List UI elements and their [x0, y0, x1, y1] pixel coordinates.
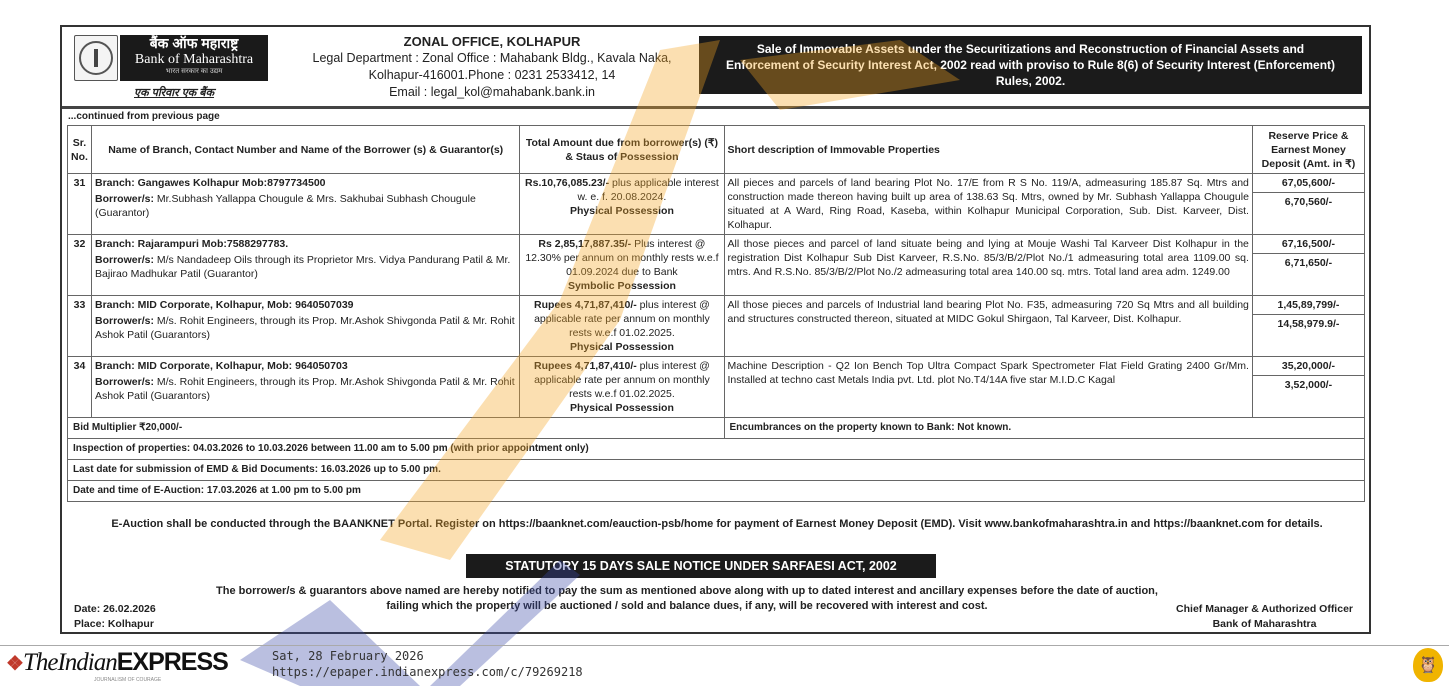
officer-title: Chief Manager & Authorized Officer — [1176, 603, 1353, 615]
notify-text: The borrower/s & guarantors above named are hereby notified to pay the sum as mentioned above along with up to dated interest and ancillary expenses before the date of auction, failing which the property will be auctioned / sold and balance dues, if any, will be recovered with interest and cost. — [216, 585, 1158, 612]
branch: Branch: Rajarampuri Mob:7588297783. — [95, 238, 289, 250]
bank-name: Bank of Maharashtra — [134, 52, 254, 67]
bank-emblem-icon — [74, 35, 118, 81]
eauction-info: E-Auction shall be conducted through the BAANKNET Portal. Register on https://baanknet.com/eauction-psb/home for payment of Earnest Money Deposit (EMD). Visit www.bankofmaharashtra.in and https://baanknet.com for details. — [111, 518, 1323, 530]
emd-amount: 6,70,560/- — [1284, 196, 1333, 208]
borrower: Mr.Subhash Yallappa Chougule & Mrs. Sakhubai Subhash Chougule (Guarantor) — [95, 193, 476, 219]
table-header — [68, 126, 1365, 174]
bid-multiplier: Bid Multiplier ₹20,000/- — [68, 418, 725, 439]
epaper-url[interactable]: https://epaper.indianexpress.com/c/79269218 — [272, 665, 583, 679]
amount-terms: plus interest @ applicable rate per annum on monthly rests w.e.f 01.02.2025. — [534, 360, 710, 400]
col-reserve: Reserve Price & Earnest Money Deposit (Amt. in ₹) — [1252, 126, 1364, 174]
amount-due: Rs.10,76,085.23/- — [525, 177, 610, 189]
borrower-label: Borrower/s: — [95, 315, 154, 327]
property-description: All pieces and parcels of land bearing Plot No. 17/E from R S No. 119/A, admeasuring 185.87 Sq. Mtrs and construction made thereon having built up area of 138.63 Sq. Mtrs, owned by Mr. Subhash Yallappa Chougule situated at A Ward, Ring Road, Kaseba, within Kolhapur Municipal Corporation, Sub. Dist. Karveer, Dist. Kolhapur. — [724, 174, 1252, 235]
date-place — [74, 602, 156, 632]
divider — [62, 106, 1369, 109]
borrower: M/s. Rohit Engineers, through its Prop. Mr.Ashok Shivgonda Patil & Mr. Rohit Ashok Patil (Guarantors) — [95, 376, 515, 402]
property-description: All those pieces and parcels of Industrial land bearing Plot No. F35, admeasuring 720 Sq Mtrs and all building and structures constructed thereon, situated at MIDC Gokul Shirgaon, Tal Karveer, Dist. Kolhapur. — [724, 296, 1252, 357]
serial-number: 32 — [68, 235, 92, 296]
continued-note: ...continued from previous page — [68, 111, 220, 122]
borrower: M/s Nandadeep Oils through its Proprietor Mrs. Vidya Pandurang Patil & Mr. Bajirao Madhukar Patil (Guarantor) — [95, 254, 511, 280]
emd-last-date: Last date for submission of EMD & Bid Documents: 16.03.2026 up to 5.00 pm. — [68, 460, 1365, 481]
logo-indian: Indian — [57, 649, 117, 676]
serial-number: 31 — [68, 174, 92, 235]
indian-express-logo[interactable] — [6, 648, 228, 677]
amount-due: Rs 2,85,17,887.35/- — [538, 238, 632, 250]
emd-amount: 6,71,650/- — [1284, 257, 1333, 269]
property-description: Machine Description - Q2 Ion Bench Top Ultra Compact Spark Spectrometer Flat Field Grating 2400 Gr/Mm. Installed at techno cast Metals India pvt. Ltd. plot No.T4/14A five star M.I.D.C Kagal — [724, 357, 1252, 418]
branch: Branch: Gangawes Kolhapur Mob:8797734500 — [95, 177, 326, 189]
statutory-banner: STATUTORY 15 DAYS SALE NOTICE UNDER SARFAESI ACT, 2002 — [466, 554, 936, 578]
epaper-date: Sat, 28 February 2026 — [272, 649, 424, 663]
bank-tagline: एक परिवार एक बैंक — [134, 87, 215, 99]
amount-due: Rupees 4,71,87,410/- — [534, 360, 637, 372]
serial-number: 33 — [68, 296, 92, 357]
footer-divider — [0, 645, 1449, 646]
emd-amount: 3,52,000/- — [1284, 379, 1333, 391]
bank-sub: भारत सरकार का उद्यम — [165, 68, 223, 75]
col-name: Name of Branch, Contact Number and Name of the Borrower (s) & Guarantor(s) — [92, 126, 520, 174]
epaper-info — [272, 648, 583, 680]
notice-place: Place: Kolhapur — [74, 618, 154, 630]
email-line: Email : legal_kol@mahabank.bank.in — [389, 85, 595, 99]
owl-icon[interactable]: 🦉 — [1413, 648, 1443, 682]
logo-the: The — [22, 649, 58, 676]
reserve-price: 67,16,500/- — [1253, 235, 1364, 254]
officer-bank: Bank of Maharashtra — [1212, 618, 1317, 630]
col-description: Short description of Immovable Properties — [724, 126, 1252, 174]
zonal-title: ZONAL OFFICE, KOLHAPUR — [403, 34, 581, 49]
table-row — [68, 174, 1365, 235]
emd-amount: 14,58,979.9/- — [1277, 318, 1340, 330]
branch: Branch: MID Corporate, Kolhapur, Mob: 964050703 — [95, 360, 348, 372]
branch: Branch: MID Corporate, Kolhapur, Mob: 9640507039 — [95, 299, 354, 311]
col-amount: Total Amount due from borrower(s) (₹) & Staus of Possession — [520, 126, 724, 174]
possession-status: Physical Possession — [569, 402, 674, 414]
borrower-label: Borrower/s: — [95, 254, 154, 266]
borrower-label: Borrower/s: — [95, 376, 154, 388]
logo-tagline: JOURNALISM OF COURAGE — [94, 677, 162, 683]
amount-terms: Plus interest @ 12.30% per annum on monthly rests w.e.f 01.09.2024 due to Bank — [525, 238, 719, 278]
logo-express: EXPRESS — [116, 648, 228, 676]
amount-due: Rupees 4,71,87,410/- — [534, 299, 637, 311]
zonal-office-address — [287, 33, 697, 101]
encumbrances: Encumbrances on the property known to Bank: Not known. — [724, 418, 1365, 439]
notice-date: Date: 26.02.2026 — [74, 603, 156, 615]
property-description: All those pieces and parcel of land situate being and lying at Mouje Washi Tal Karveer Dist Kolhapur in the registration Dist Kolhapur Sub Dist Karveer, R.S.No. 85/3/B/2/Plot No./1 admeasuring total area 1109.00 sq. mtrs. And R.S.No. 85/3/B/2/Plot No./2 admeasuring total area 140.00 sq. mtrs. Total land area adm. 1249.00 — [724, 235, 1252, 296]
amount-terms: plus interest @ applicable rate per annum on monthly rests w.e.f 01.02.2025. — [534, 299, 710, 339]
properties-table — [67, 125, 1365, 502]
bank-logo — [74, 33, 269, 101]
borrower: M/s. Rohit Engineers, through its Prop. Mr.Ashok Shivgonda Patil & Mr. Rohit Ashok Patil (Guarantors) — [95, 315, 515, 341]
possession-status: Symbolic Possession — [567, 280, 676, 292]
reserve-price: 1,45,89,799/- — [1253, 296, 1364, 315]
table-row — [68, 418, 1365, 439]
flame-icon: ❖ — [6, 653, 23, 675]
address-line: Legal Department : Zonal Office : Mahabank Bldg., Kavala Naka, — [312, 51, 672, 65]
reserve-price: 67,05,600/- — [1253, 174, 1364, 193]
officer-signature — [1176, 602, 1353, 632]
bank-name-hindi: बैंक ऑफ महाराष्ट्र — [149, 35, 239, 51]
serial-number: 34 — [68, 357, 92, 418]
table-row — [68, 357, 1365, 418]
possession-status: Physical Possession — [569, 205, 674, 217]
table-row — [68, 296, 1365, 357]
reserve-price: 35,20,000/- — [1253, 357, 1364, 376]
borrower-label: Borrower/s: — [95, 193, 154, 205]
table-row — [68, 235, 1365, 296]
sale-notice — [60, 25, 1371, 634]
amount-terms: plus applicable interest w. e. f. 20.08.2024. — [577, 177, 719, 203]
sale-title: Sale of Immovable Assets under the Securitizations and Reconstruction of Financial Assets and Enforcement of Security Interest Act, 2002 read with proviso to Rule 8(6) of Security Interest (Enforcement) Rules, 2002. — [699, 36, 1362, 94]
possession-status: Physical Possession — [569, 341, 674, 353]
auction-date: Date and time of E-Auction: 17.03.2026 at 1.00 pm to 5.00 pm — [68, 481, 1365, 502]
inspection-dates: Inspection of properties: 04.03.2026 to 10.03.2026 between 11.00 am to 5.00 pm (with prior appointment only) — [68, 439, 1365, 460]
address-line: Kolhapur-416001.Phone : 0231 2533412, 14 — [368, 68, 616, 82]
col-sr: Sr. No. — [68, 126, 92, 174]
